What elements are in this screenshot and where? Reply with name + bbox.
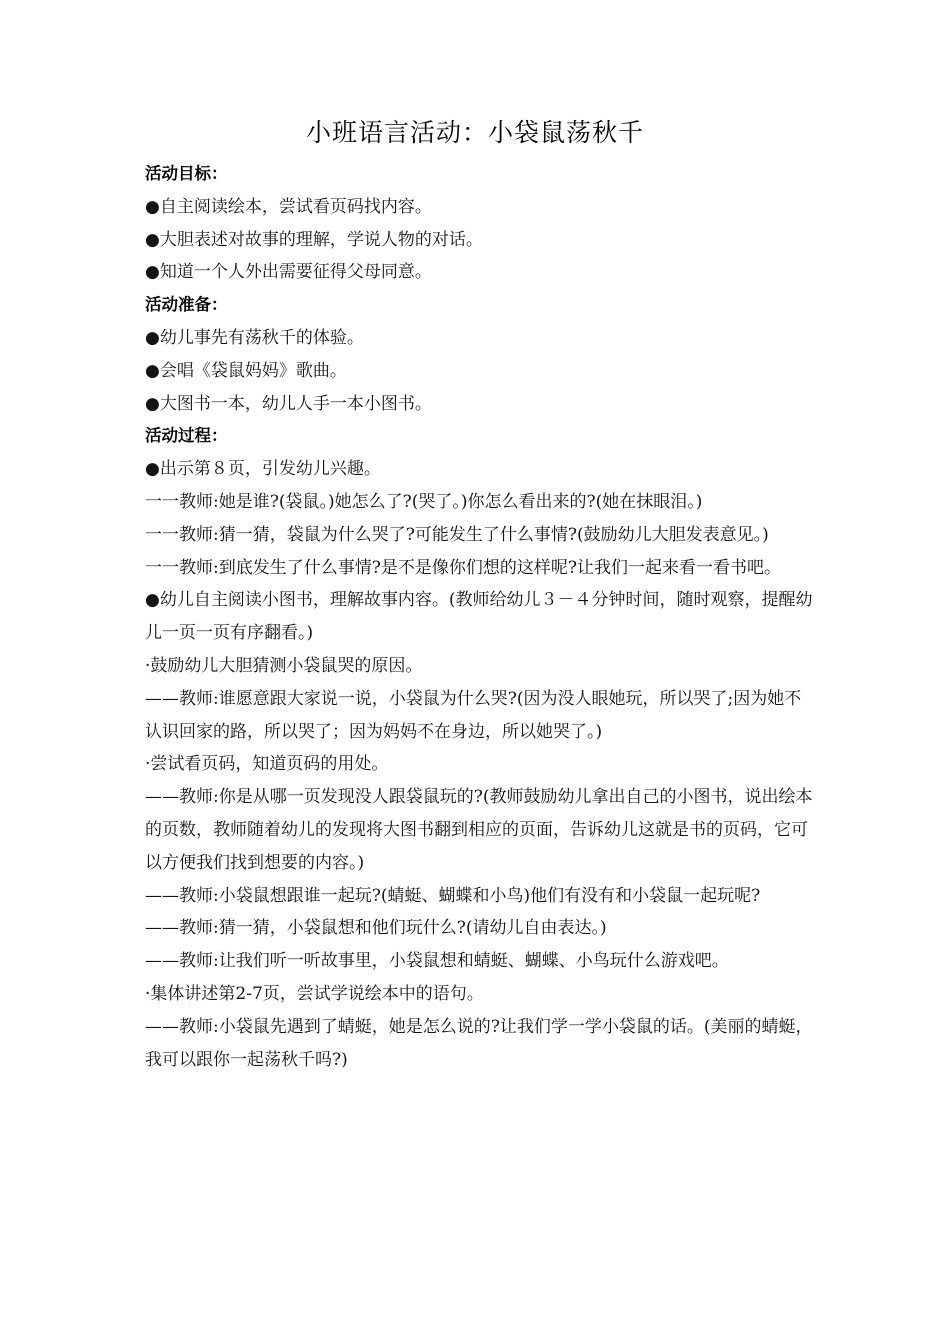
paragraph: ——教师:猜一猜，小袋鼠想和他们玩什么?(请幼儿自由表达。) xyxy=(145,918,607,939)
paragraph: ●自主阅读绘本，尝试看页码找内容。 xyxy=(145,196,432,217)
paragraph: 一一教师:猜一猜，袋鼠为什么哭了?可能发生了什么事情?(鼓励幼儿大胆发表意见。) xyxy=(145,524,769,545)
document-body xyxy=(145,158,813,1076)
paragraph: ·集体讲述第2-7页，尝试学说绘本中的语句。 xyxy=(145,983,484,1004)
paragraph: ●大胆表述对故事的理解，学说人物的对话。 xyxy=(145,229,483,250)
paragraph: 一一教师:到底发生了什么事情?是不是像你们想的这样呢?让我们一起来看一看书吧。 xyxy=(145,557,781,578)
paragraph: ——教师:谁愿意跟大家说一说，小袋鼠为什么哭?(因为没人眼她玩，所以哭了;因为她不认识回家的路，所以哭了；因为妈妈不在身边，所以她哭了。) xyxy=(145,688,802,742)
document-title: 小班语言活动：小袋鼠荡秋千 xyxy=(305,118,644,147)
section-heading: 活动过程： xyxy=(145,426,228,446)
paragraph: 一一教师:她是谁?(袋鼠。)她怎么了?(哭了。)你怎么看出来的?(她在抹眼泪。) xyxy=(145,491,703,512)
paragraph: ●知道一个人外出需要征得父母同意。 xyxy=(145,262,432,283)
paragraph: ·尝试看页码，知道页码的用处。 xyxy=(145,754,389,775)
paragraph: ——教师:小袋鼠想跟谁一起玩?(蜻蜓、蝴蝶和小鸟)他们有没有和小袋鼠一起玩呢? xyxy=(145,885,761,906)
section-heading: 活动准备： xyxy=(145,295,228,315)
paragraph: ●会唱《袋鼠妈妈》歌曲。 xyxy=(145,360,347,381)
paragraph: ●出示第８页，引发幼儿兴趣。 xyxy=(145,459,381,480)
paragraph: ——教师:你是从哪一页发现没人跟袋鼠玩的?(教师鼓励幼儿拿出自己的小图书，说出绘本的页数，教师随着幼儿的发现将大图书翻到相应的页面，告诉幼儿这就是书的页码，它可以方便我们找到想要的内容。) xyxy=(145,787,813,873)
paragraph: ●大图书一本，幼儿人手一本小图书。 xyxy=(145,393,432,414)
paragraph: ●幼儿自主阅读小图书，理解故事内容。(教师给幼儿３－４分钟时间，随时观察，提醒幼儿一页一页有序翻看。) xyxy=(145,590,813,644)
paragraph: ——教师:让我们听一听故事里，小袋鼠想和蜻蜓、蝴蝶、小鸟玩什么游戏吧。 xyxy=(145,951,729,972)
paragraph: ——教师:小袋鼠先遇到了蜻蜓，她是怎么说的?让我们学一学小袋鼠的话。(美丽的蜻蜓，我可以跟你一起荡秋千吗?) xyxy=(145,1016,813,1070)
section-heading: 活动目标： xyxy=(145,164,228,183)
paragraph: ●幼儿事先有荡秋千的体验。 xyxy=(145,327,364,348)
paragraph: ·鼓励幼儿大胆猜测小袋鼠哭的原因。 xyxy=(145,655,423,676)
